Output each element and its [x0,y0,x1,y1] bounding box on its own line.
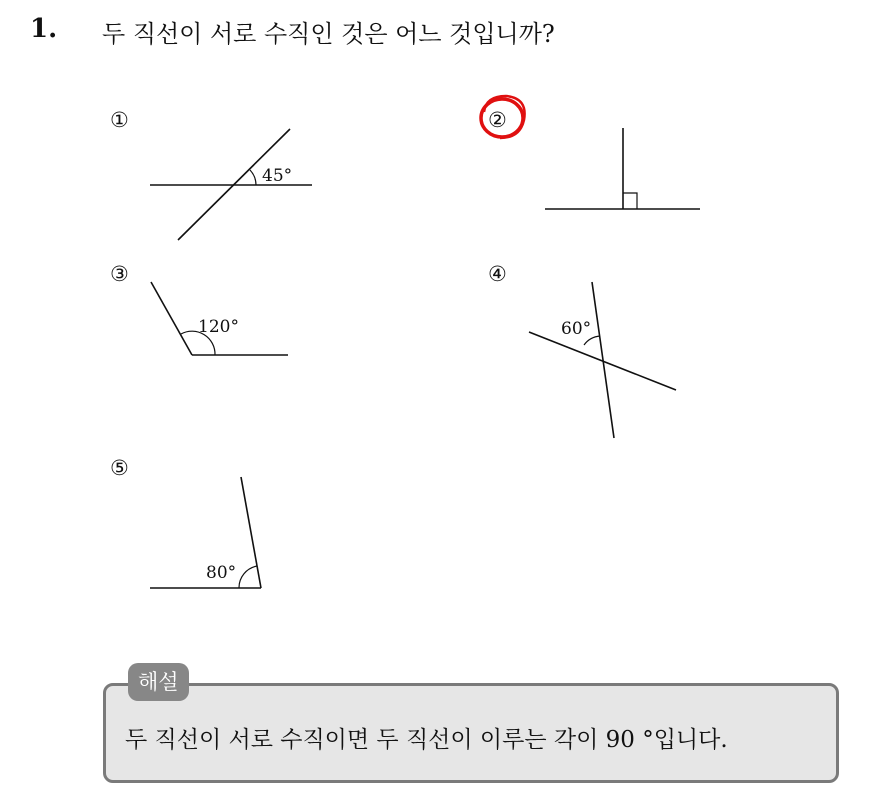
question-text: 두 직선이 서로 수직인 것은 어느 것입니까? [102,20,555,48]
choice-3-figure [151,282,288,355]
choice-5-angle-label: 80° [206,563,237,583]
choice-1-figure [150,129,312,240]
choice-4-number[interactable]: ④ [488,262,507,286]
explanation-tag: 해설 [128,663,189,701]
choice-5-figure [150,477,261,588]
choice-3-angle-label: 120° [198,317,239,337]
choice-5-number[interactable]: ⑤ [110,456,129,480]
choice-2-figure [545,128,700,209]
explanation-text: 두 직선이 서로 수직이면 두 직선이 이루는 각이 90 °입니다. [125,727,728,753]
choice-4-angle-label: 60° [561,319,592,339]
choice-3-number[interactable]: ③ [110,262,129,286]
selected-answer-circle [481,96,525,138]
choice-4-figure [529,282,676,438]
right-angle-mark [623,193,637,209]
question-number: 1. [30,14,58,44]
choice-2-number[interactable]: ② [488,108,507,132]
choice-1-number[interactable]: ① [110,108,129,132]
choice-1-angle-label: 45° [262,166,293,186]
